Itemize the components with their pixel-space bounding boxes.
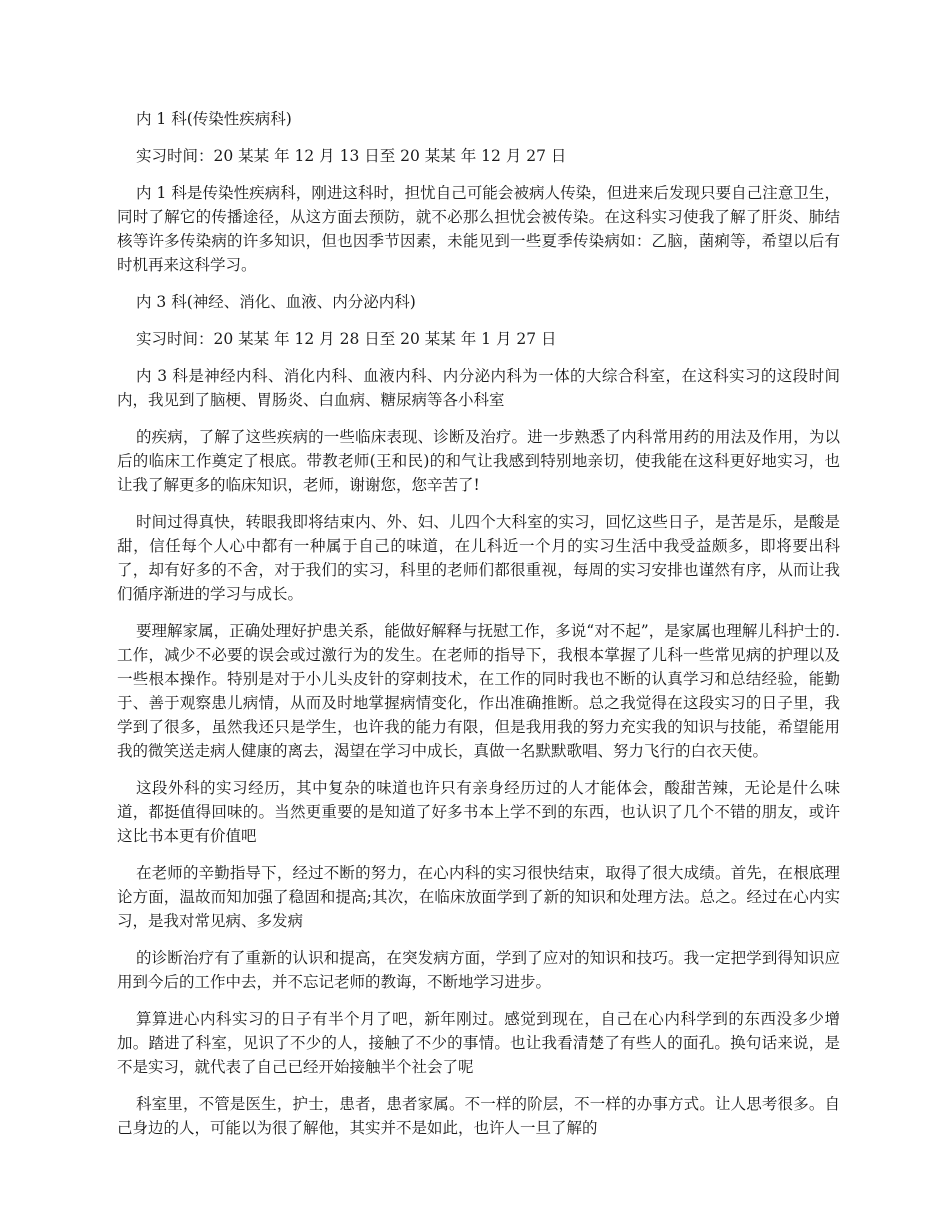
paragraph-pediatrics-intro: 时间过得真快，转眼我即将结束内、外、妇、儿四个大科室的实习，回忆这些日子，是苦是乐，是酸是甜，信任每个人心中都有一种属于自己的味道，在儿科近一个月的实习生活中我受益颇多，即将要出科了，却有好多的不舍，对于我们的实习，科里的老师们都很重视，每周的实习安排也谨然有序，从而让我们循序渐进的学习与成长。 <box>117 513 840 603</box>
paragraph-internal-1-description: 内 1 科是传染性疾病科，刚进这科时，担忧自己可能会被病人传染，但进来后发现只要自己注意卫生，同时了解它的传播途径，从这方面去预防，就不必那么担忧会被传染。在这科实习使我了解了肝炎、肺结核等许多传染病的许多知识，但也因季节因素，未能见到一些夏季传染病如：乙脑，菌痢等，希望以后有时机再来这科学习。 <box>117 184 840 274</box>
paragraph-pediatrics-detail: 要理解家属，正确处理好护患关系，能做好解释与抚慰工作，多说“对不起”，是家属也理解儿科护士的.工作，减少不必要的误会或过激行为的发生。在老师的指导下，我根本掌握了儿科一些常见病的护理以及一些根本操作。特别是对于小儿头皮针的穿刺技术，在工作的同时我也不断的认真学习和总结经验，能勤于、善于观察患儿病情，从而及时地掌握病情变化，作出准确推断。总之我觉得在这段实习的日子里，我学到了很多，虽然我还只是学生，也许我的能力有限，但是我用我的努力充实我的知识与技能，希望能用我的微笑送走病人健康的离去，渴望在学习中成长，真做一名默默歌唱、努力飞行的白衣天使。 <box>117 622 840 760</box>
internship-period-3: 实习时间：20 某某 年 12 月 28 日至 20 某某 年 1 月 27 日 <box>136 330 557 348</box>
paragraph-department-people: 科室里，不管是医生，护士，患者，患者家属。不一样的阶层，不一样的办事方式。让人思考很多。自己身边的人，可能以为很了解他，其实并不是如此，也许人一旦了解的 <box>117 1095 840 1137</box>
paragraph-surgery: 这段外科的实习经历，其中复杂的味道也许只有亲身经历过的人才能体会，酸甜苦辣，无论是什么味道，都挺值得回味的。当然更重要的是知道了好多书本上学不到的东西，也认识了几个不错的朋友，或许这比书本更有价值吧 <box>117 779 840 845</box>
paragraph-internal-3-continued: 的疾病，了解了这些疾病的一些临床表现、诊断及治疗。进一步熟悉了内科常用药的用法及作用，为以后的临床工作奠定了根底。带教老师(王和民)的和气让我感到特别地亲切，使我能在这科更好地实习，也让我了解更多的临床知识，老师，谢谢您，您辛苦了! <box>117 428 840 494</box>
section-heading-internal-3: 内 3 科(神经、消化、血液、内分泌内科) <box>136 293 416 311</box>
paragraph-cardiology-summary: 在老师的辛勤指导下，经过不断的努力，在心内科的实习很快结束，取得了很大成绩。首先，在根底理论方面，温故而知加强了稳固和提高;其次，在临床放面学到了新的知识和处理方法。总之。经过在心内实习，是我对常见病、多发病 <box>117 864 840 930</box>
paragraph-cardiology-continued: 的诊断治疗有了重新的认识和提高，在突发病方面，学到了应对的知识和技巧。我一定把学到得知识应用到今后的工作中去，并不忘记老师的教诲，不断地学习进步。 <box>117 949 840 991</box>
paragraph-internal-3-description: 内 3 科是神经内科、消化内科、血液内科、内分泌内科为一体的大综合科室，在这科实习的这段时间内，我见到了脑梗、胃肠炎、白血病、糖尿病等各小科室 <box>117 367 840 409</box>
internship-period-1: 实习时间：20 某某 年 12 月 13 日至 20 某某 年 12 月 27 日 <box>136 147 567 165</box>
paragraph-cardiology-reflection: 算算进心内科实习的日子有半个月了吧，新年刚过。感觉到现在，自己在心内科学到的东西没多少增加。踏进了科室，见识了不少的人，接触了不少的事情。也让我看清楚了有些人的面孔。换句话来说，是不是实习，就代表了自己已经开始接触半个社会了呢 <box>117 1010 840 1076</box>
section-heading-internal-1: 内 1 科(传染性疾病科) <box>136 110 292 128</box>
